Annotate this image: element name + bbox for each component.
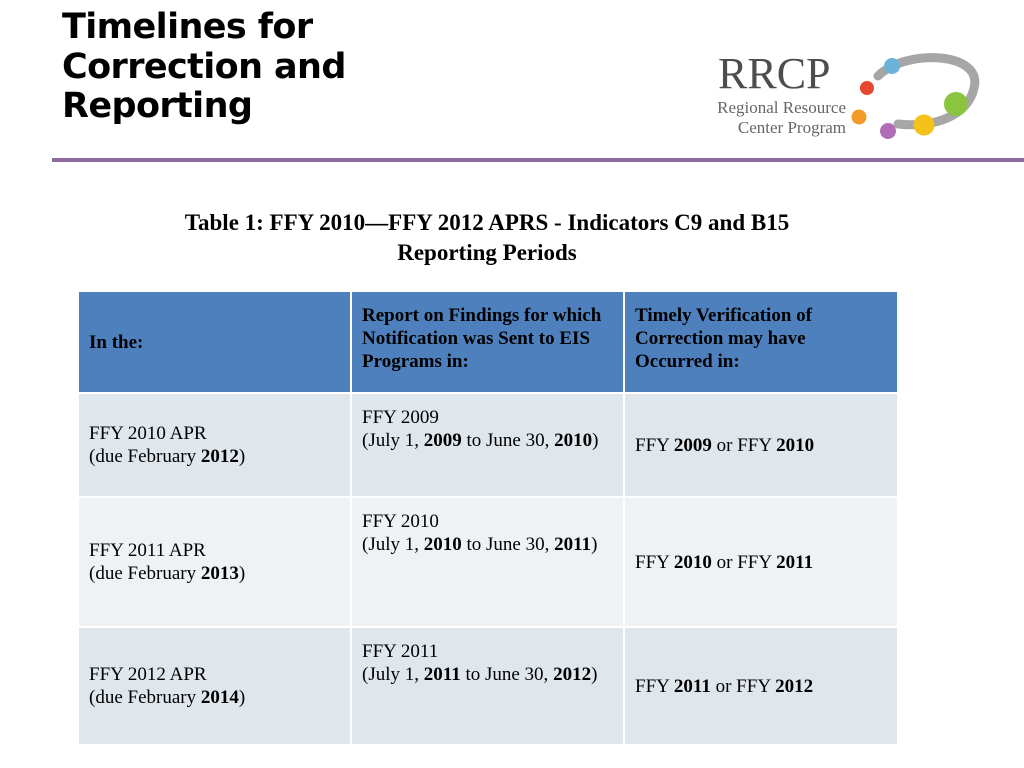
period-start-year: 2010 [423,534,462,555]
logo-dot [880,123,896,139]
due-year: 2014 [200,687,239,708]
reporting-periods-table [77,290,899,746]
logo-dot [860,81,874,95]
slide-title-line: Timelines for [62,7,313,47]
apr-cell [78,393,351,497]
apr-due: (due February 2013) [89,563,246,584]
due-year: 2012 [200,446,239,467]
findings-cell [351,627,624,745]
header-timely-verification: Timely Verification of Correction may have Occurred in: [624,291,898,393]
rrcp-logo [690,48,990,148]
logo-dot [884,58,900,74]
period-end-year: 2012 [553,664,592,685]
verification-cell: FFY 2011 or FFY 2012 [624,627,898,745]
findings-cell [351,393,624,497]
period-start-year: 2009 [423,430,462,451]
verify-year: 2010 [776,434,815,456]
logo-dot [852,110,867,125]
period-end-year: 2011 [554,534,592,555]
logo-ring-icon [848,48,988,148]
apr-due: (due February 2014) [89,687,246,708]
verify-year: 2010 [673,551,712,573]
logo-dot [914,115,935,136]
logo-acronym: RRCP [718,49,831,98]
findings-period: (July 1, 2010 to June 30, 2011) [362,534,598,555]
header-in-the: In the: [78,291,351,393]
slide-title-line: Correction and [62,46,346,87]
findings-period: (July 1, 2011 to June 30, 2012) [362,664,598,685]
table-row [78,627,898,745]
slide-title [62,8,346,127]
due-year: 2013 [200,563,239,584]
apr-due: (due February 2012) [89,446,246,467]
table-caption-line: Reporting Periods [397,240,577,265]
logo-line-regional-resource: Regional Resource [717,98,846,117]
findings-cell [351,497,624,627]
table-caption-line: Table 1: FFY 2010—FFY 2012 APRS - Indicators C9 and B15 [184,210,790,235]
logo-line-center-program: Center Program [737,118,846,137]
header-findings-notification: Report on Findings for which Notification was Sent to EIS Programs in: [351,291,624,393]
apr-cell [78,627,351,745]
findings-ffy: FFY 2011 [362,641,439,662]
table-row [78,393,898,497]
verify-year: 2011 [673,675,711,697]
apr-label: FFY 2011 APR [89,540,206,561]
findings-ffy: FFY 2009 [362,407,439,428]
verify-year: 2011 [776,551,814,573]
verify-year: 2009 [673,434,712,456]
title-divider [52,158,1024,162]
table-row [78,497,898,627]
logo-dot [944,92,968,116]
verification-cell: FFY 2010 or FFY 2011 [624,497,898,627]
period-start-year: 2011 [423,664,461,685]
findings-period: (July 1, 2009 to June 30, 2010) [362,430,599,451]
apr-cell [78,497,351,627]
verification-cell: FFY 2009 or FFY 2010 [624,393,898,497]
period-end-year: 2010 [554,430,593,451]
findings-ffy: FFY 2010 [362,511,439,532]
slide-title-line: Reporting [62,86,253,126]
table-caption [90,208,884,268]
apr-label: FFY 2010 APR [89,423,207,444]
verify-year: 2012 [775,675,814,697]
table-header-row [78,291,898,393]
apr-label: FFY 2012 APR [89,664,207,685]
